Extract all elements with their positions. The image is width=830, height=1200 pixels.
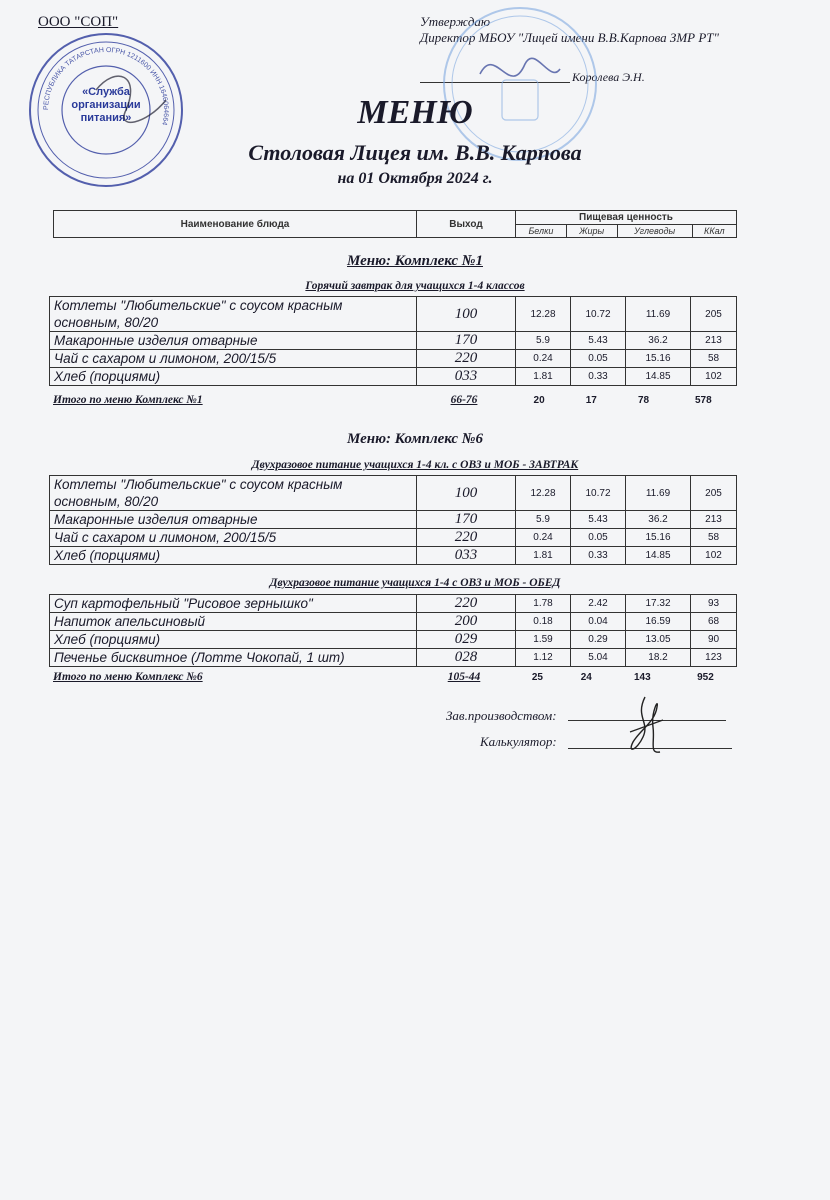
complex6-lunch-subtitle: Двухразовое питание учащихся 1-4 с ОВЗ и МОБ - ОБЕД — [269, 577, 561, 589]
dish-fats: 2.42 — [571, 595, 626, 613]
calculator-label: Калькулятор: — [480, 734, 557, 749]
dish-name: Чай с сахаром и лимоном, 200/15/5 — [50, 350, 417, 368]
col-output-header: Выход — [417, 211, 516, 238]
complex6-breakfast-subtitle: Двухразовое питание учащихся 1-4 кл. с ОВЗ и МОБ - ЗАВТРАК — [251, 459, 579, 471]
dish-kcal: 93 — [691, 595, 737, 613]
dish-fats: 5.43 — [571, 511, 626, 529]
dish-name: Напиток апельсиновый — [50, 613, 417, 631]
col-carbs-header: Углеводы — [617, 225, 692, 238]
dish-fats: 10.72 — [571, 297, 626, 332]
dish-name: Хлеб (порциями) — [50, 368, 417, 386]
dish-proteins: 5.9 — [516, 332, 571, 350]
dish-name: Печенье бисквитное (Лотте Чокопай, 1 шт) — [50, 649, 417, 667]
dish-row — [50, 368, 737, 386]
dish-carbs: 13.05 — [626, 631, 691, 649]
complex1-total-label: Итого по меню Комплекс №1 — [53, 394, 203, 406]
approval-name: Королева Э.Н. — [572, 70, 645, 84]
dish-row — [50, 631, 737, 649]
dish-fats: 0.33 — [571, 547, 626, 565]
dish-output: 170 — [417, 332, 516, 350]
dish-output: 028 — [417, 649, 516, 667]
col-nutrition-header: Пищевая ценность — [516, 211, 737, 225]
dish-proteins: 0.24 — [516, 529, 571, 547]
complex6-total-label: Итого по меню Комплекс №6 — [53, 671, 203, 683]
stamp-center-text: «Служба организации питания» — [71, 86, 141, 124]
complex1-total-proteins: 20 — [533, 394, 545, 406]
dish-kcal: 58 — [691, 350, 737, 368]
dish-proteins: 1.81 — [516, 547, 571, 565]
dish-row — [50, 595, 737, 613]
dish-proteins: 0.24 — [516, 350, 571, 368]
complex6-total-kcal: 952 — [697, 671, 714, 683]
complex1-total-row — [49, 394, 737, 406]
dish-name: Хлеб (порциями) — [50, 631, 417, 649]
dish-kcal: 68 — [691, 613, 737, 631]
dish-proteins: 1.12 — [516, 649, 571, 667]
dish-proteins: 0.18 — [516, 613, 571, 631]
dish-output: 100 — [417, 476, 516, 511]
director-signature-icon — [480, 58, 560, 76]
dish-name: Котлеты "Любительские" с соусом красным основным, 80/20 — [50, 297, 417, 332]
complex1-title: Меню: Комплекс №1 — [347, 253, 483, 269]
col-name-header: Наименование блюда — [54, 211, 417, 238]
complex6-title: Меню: Комплекс №6 — [347, 431, 483, 447]
dish-kcal: 58 — [691, 529, 737, 547]
approval-position: Директор МБОУ "Лицей имени В.В.Карпова ЗМР РТ" — [420, 30, 719, 45]
complex6-total-row — [49, 671, 737, 683]
dish-carbs: 14.85 — [626, 547, 691, 565]
dish-row — [50, 511, 737, 529]
dish-carbs: 11.69 — [626, 476, 691, 511]
dish-kcal: 102 — [691, 368, 737, 386]
dish-name: Суп картофельный "Рисовое зернышко" — [50, 595, 417, 613]
dish-name: Макаронные изделия отварные — [50, 511, 417, 529]
complex1-total-carbs: 78 — [637, 394, 650, 406]
dish-name: Котлеты "Любительские" с соусом красным основным, 80/20 — [50, 476, 417, 511]
handwritten-signature-icon — [615, 692, 675, 762]
dish-kcal: 213 — [691, 511, 737, 529]
dish-output: 220 — [417, 350, 516, 368]
dish-row — [50, 529, 737, 547]
dish-proteins: 12.28 — [516, 476, 571, 511]
production-manager-label: Зав.производством: — [446, 708, 557, 723]
dish-proteins: 1.81 — [516, 368, 571, 386]
dish-fats: 0.04 — [571, 613, 626, 631]
dish-carbs: 36.2 — [626, 332, 691, 350]
dish-name: Хлеб (порциями) — [50, 547, 417, 565]
col-fats-header: Жиры — [566, 225, 617, 238]
dish-output: 033 — [417, 368, 516, 386]
dish-proteins: 5.9 — [516, 511, 571, 529]
dish-row — [50, 350, 737, 368]
dish-kcal: 205 — [691, 476, 737, 511]
dish-row — [50, 297, 737, 332]
dish-kcal: 205 — [691, 297, 737, 332]
dish-carbs: 16.59 — [626, 613, 691, 631]
col-kcal-header: ККал — [692, 225, 736, 238]
dish-fats: 0.05 — [571, 529, 626, 547]
dish-carbs: 18.2 — [626, 649, 691, 667]
dish-output: 220 — [417, 595, 516, 613]
dish-proteins: 1.59 — [516, 631, 571, 649]
complex1-subtitle: Горячий завтрак для учащихся 1-4 классов — [305, 280, 525, 292]
complex6-total-fats: 24 — [580, 671, 592, 683]
complex6-breakfast-table — [49, 475, 737, 565]
dish-fats: 5.04 — [571, 649, 626, 667]
page-date: на 01 Октября 2024 г. — [337, 170, 493, 187]
col-proteins-header: Белки — [516, 225, 567, 238]
dish-carbs: 15.16 — [626, 529, 691, 547]
dish-fats: 0.29 — [571, 631, 626, 649]
column-header-table — [53, 210, 737, 238]
page-title: МЕНЮ — [357, 94, 473, 131]
approval-label: Утверждаю — [420, 14, 491, 29]
dish-proteins: 1.78 — [516, 595, 571, 613]
dish-carbs: 14.85 — [626, 368, 691, 386]
page-subtitle: Столовая Лицея им. В.В. Карпова — [248, 140, 582, 165]
dish-row — [50, 649, 737, 667]
dish-output: 200 — [417, 613, 516, 631]
dish-output: 033 — [417, 547, 516, 565]
dish-proteins: 12.28 — [516, 297, 571, 332]
dish-row — [50, 547, 737, 565]
dish-row — [50, 332, 737, 350]
complex1-total-price: 66-76 — [450, 394, 478, 406]
dish-carbs: 15.16 — [626, 350, 691, 368]
dish-kcal: 90 — [691, 631, 737, 649]
dish-fats: 10.72 — [571, 476, 626, 511]
dish-fats: 0.33 — [571, 368, 626, 386]
complex6-lunch-table — [49, 594, 737, 667]
dish-output: 220 — [417, 529, 516, 547]
dish-row — [50, 476, 737, 511]
dish-kcal: 213 — [691, 332, 737, 350]
complex1-total-kcal: 578 — [694, 394, 712, 406]
complex6-total-carbs: 143 — [633, 671, 651, 683]
dish-carbs: 11.69 — [626, 297, 691, 332]
dish-output: 029 — [417, 631, 516, 649]
dish-name: Макаронные изделия отварные — [50, 332, 417, 350]
complex1-table — [49, 296, 737, 386]
dish-carbs: 17.32 — [626, 595, 691, 613]
complex6-total-proteins: 25 — [531, 671, 543, 683]
complex1-total-fats: 17 — [585, 394, 597, 406]
dish-output: 170 — [417, 511, 516, 529]
dish-fats: 0.05 — [571, 350, 626, 368]
dish-fats: 5.43 — [571, 332, 626, 350]
dish-kcal: 123 — [691, 649, 737, 667]
dish-name: Чай с сахаром и лимоном, 200/15/5 — [50, 529, 417, 547]
dish-row — [50, 613, 737, 631]
stamp-ring-text: РЕСПУБЛИКА ТАТАРСТАН ОГРН 1211600 ИНН 1646064664 — [42, 46, 170, 126]
organization-name: ООО "СОП" — [38, 14, 119, 30]
complex6-total-price: 105-44 — [447, 671, 481, 683]
dish-kcal: 102 — [691, 547, 737, 565]
dish-output: 100 — [417, 297, 516, 332]
dish-carbs: 36.2 — [626, 511, 691, 529]
